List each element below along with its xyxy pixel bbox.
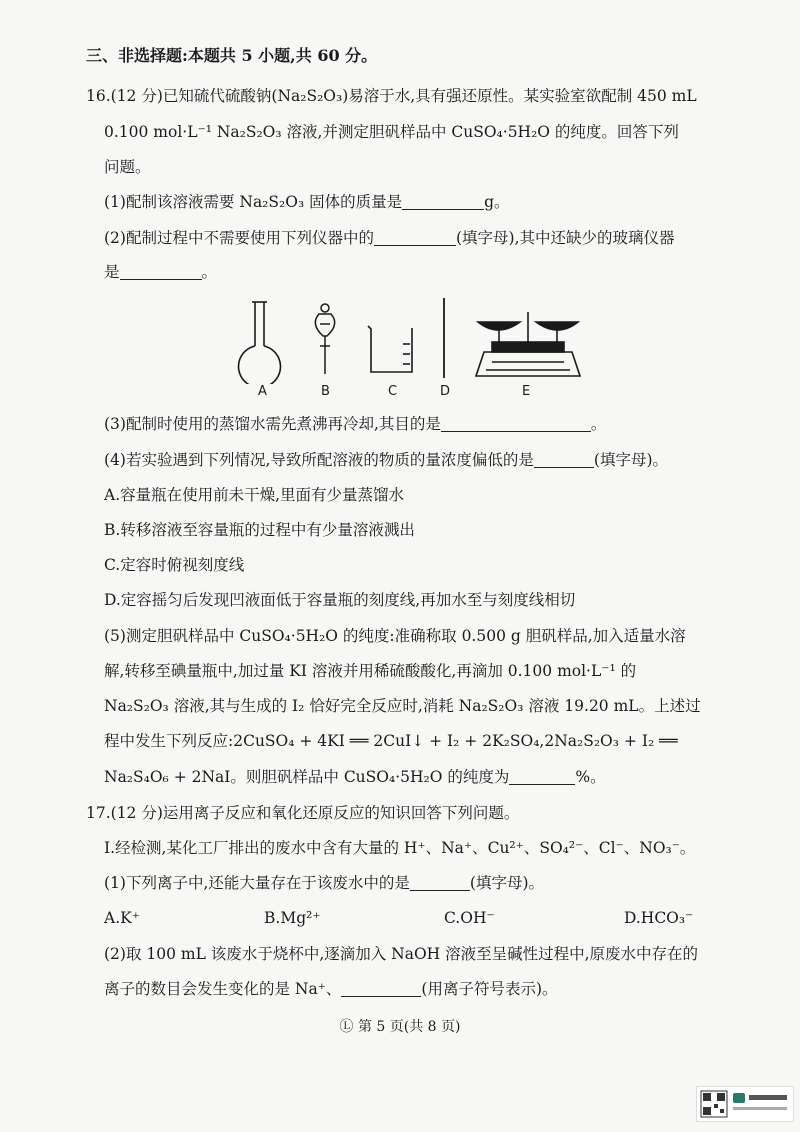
q16-part3-text: (3)配制时使用的蒸馏水需先煮沸再冷却,其目的是 bbox=[104, 415, 441, 433]
fig-label-c: C bbox=[388, 384, 398, 399]
q16-part5-end: %。 bbox=[575, 768, 606, 786]
scanner-watermark-logo bbox=[696, 1086, 794, 1122]
fig-label-e: E bbox=[522, 384, 531, 399]
q16-part1 bbox=[104, 192, 510, 212]
volumetric-flask-icon bbox=[239, 302, 281, 384]
q16-part4-end: (填字母)。 bbox=[593, 451, 668, 469]
section-title: 三、非选择题:本题共 5 小题,共 60 分。 bbox=[86, 46, 378, 65]
answer-blank[interactable] bbox=[509, 768, 575, 785]
q16-part5-line1: (5)测定胆矾样品中 CuSO₄·5H₂O 的纯度:准确称取 0.500 g 胆矾样品,加入适量水溶 bbox=[104, 627, 686, 645]
q17-part1-text: (1)下列离子中,还能大量存在于该废水中的是 bbox=[104, 874, 410, 892]
qr-code-icon bbox=[697, 1087, 793, 1121]
q16-part2-cont bbox=[104, 262, 217, 282]
answer-blank[interactable] bbox=[410, 874, 470, 891]
q16-part2-text3: 是 bbox=[104, 263, 120, 281]
q16-option-a: A.容量瓶在使用前未干燥,里面有少量蒸馏水 bbox=[104, 486, 405, 504]
q17-part2-text: 离子的数目会发生变化的是 Na⁺、 bbox=[104, 980, 342, 998]
q17-part2-line1: (2)取 100 mL 该废水于烧杯中,逐滴加入 NaOH 溶液至呈碱性过程中,原废水中存在的 bbox=[104, 945, 699, 963]
q16-part1-unit: g。 bbox=[484, 193, 510, 211]
q16-part3 bbox=[104, 414, 606, 434]
q16-part5-line5 bbox=[104, 767, 606, 787]
q17-option-a: A.K⁺ bbox=[104, 909, 140, 927]
q16-part4-text: (4)若实验遇到下列情况,导致所配溶液的物质的量浓度偏低的是 bbox=[104, 451, 534, 469]
q16-stem-line2: 0.100 mol·L⁻¹ Na₂S₂O₃ 溶液,并测定胆矾样品中 CuSO₄·5H₂O 的纯度。回答下列 bbox=[104, 123, 679, 141]
q16-stem-line3: 问题。 bbox=[104, 158, 151, 176]
q16-part5-text: Na₂S₄O₆ + 2NaI。则胆矾样品中 CuSO₄·5H₂O 的纯度为 bbox=[104, 768, 510, 786]
q17-stem: 17.(12 分)运用离子反应和氧化还原反应的知识回答下列问题。 bbox=[86, 804, 520, 822]
q16-part5-line3: Na₂S₂O₃ 溶液,其与生成的 I₂ 恰好完全反应时,消耗 Na₂S₂O₃ 溶液 19.20 mL。上述过 bbox=[104, 697, 701, 715]
fig-label-d: D bbox=[440, 384, 451, 399]
q17-part2-line2 bbox=[104, 979, 558, 999]
q16-option-c: C.定容时俯视刻度线 bbox=[104, 556, 245, 574]
answer-blank[interactable] bbox=[402, 193, 484, 210]
q17-section-1: Ⅰ.经检测,某化工厂排出的废水中含有大量的 H⁺、Na⁺、Cu²⁺、SO₄²⁻、Cl⁻、NO₃⁻。 bbox=[104, 839, 696, 857]
answer-blank[interactable] bbox=[441, 415, 591, 432]
fig-label-a: A bbox=[258, 384, 267, 399]
q16-stem-line1: 16.(12 分)已知硫代硫酸钠(Na₂S₂O₃)易溶于水,具有强还原性。某实验室欲配制 450 mL bbox=[86, 87, 697, 105]
q17-part2-end: (用离子符号表示)。 bbox=[421, 980, 558, 998]
q16-option-d: D.定容摇匀后发现凹液面低于容量瓶的刻度线,再加水至与刻度线相切 bbox=[104, 591, 576, 609]
q16-part2 bbox=[104, 228, 675, 248]
q17-part1 bbox=[104, 873, 544, 893]
q17-part1-end: (填字母)。 bbox=[469, 874, 544, 892]
q16-option-b: B.转移溶液至容量瓶的过程中有少量溶液溅出 bbox=[104, 521, 415, 539]
balance-scale-icon bbox=[476, 312, 580, 376]
q16-part5-line2: 解,转移至碘量瓶中,加过量 KI 溶液并用稀硫酸酸化,再滴加 0.100 mol·L⁻¹ 的 bbox=[104, 662, 637, 680]
q17-option-d: D.HCO₃⁻ bbox=[624, 909, 694, 927]
q16-part1-text: (1)配制该溶液需要 Na₂S₂O₃ 固体的质量是 bbox=[104, 193, 403, 211]
q16-part2-text2: (填字母),其中还缺少的玻璃仪器 bbox=[455, 229, 675, 247]
q16-part3-end: 。 bbox=[590, 415, 607, 433]
separatory-funnel-icon bbox=[315, 304, 334, 374]
answer-blank[interactable] bbox=[120, 263, 202, 280]
answer-blank[interactable] bbox=[534, 451, 594, 468]
apparatus-figure bbox=[230, 296, 590, 384]
beaker-icon bbox=[368, 326, 412, 372]
answer-blank[interactable] bbox=[374, 229, 456, 246]
fig-label-b: B bbox=[321, 384, 330, 399]
q16-part2-end: 。 bbox=[201, 263, 218, 281]
q16-part5-line4: 程中发生下列反应:2CuSO₄ + 4KI ══ 2CuI↓ + I₂ + 2K₂SO₄,2Na₂S₂O₃ + I₂ ══ bbox=[104, 732, 678, 750]
page-footer: Ⓛ 第 5 页(共 8 页) bbox=[339, 1019, 461, 1035]
q16-part4 bbox=[104, 450, 668, 470]
answer-blank[interactable] bbox=[341, 980, 421, 997]
q16-part2-text: (2)配制过程中不需要使用下列仪器中的 bbox=[104, 229, 374, 247]
q17-option-b: B.Mg²⁺ bbox=[264, 909, 321, 927]
q17-option-c: C.OH⁻ bbox=[444, 909, 495, 927]
